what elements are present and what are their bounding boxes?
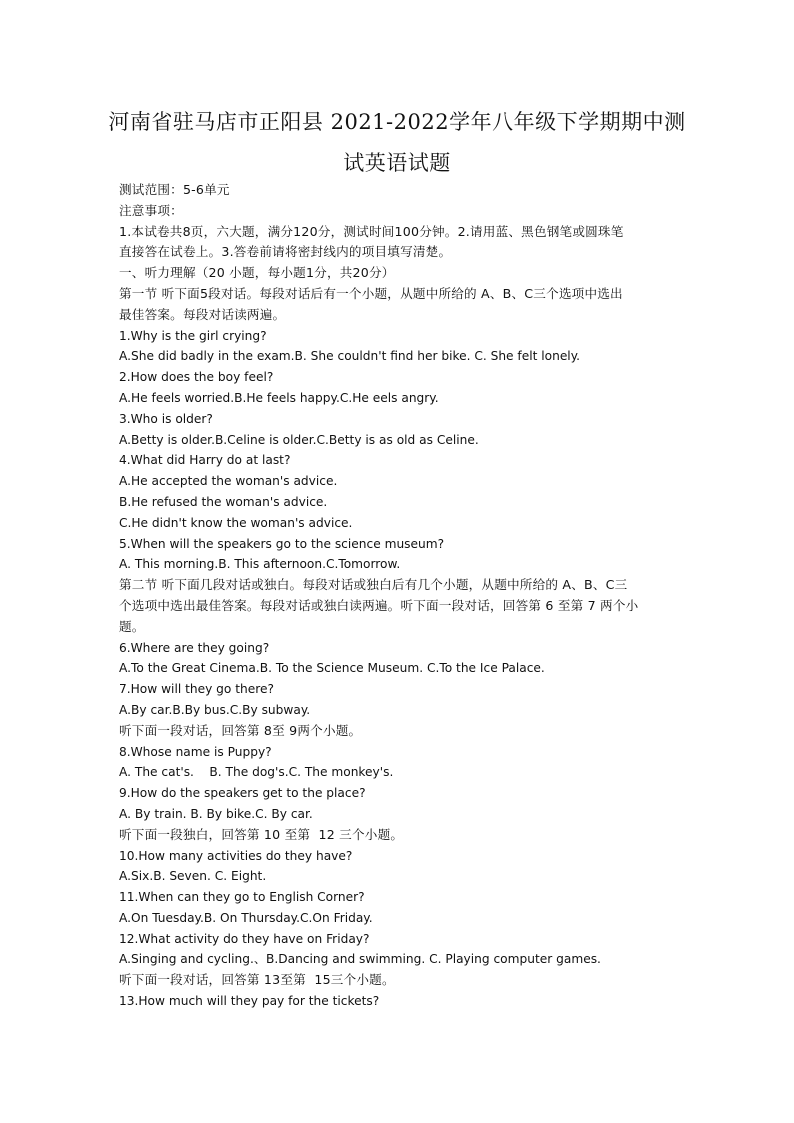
instruction-line: 个选项中选出最佳答案。每段对话或独白读两遍。听下面一段对话，回答第 6 至第 7 两个小: [119, 597, 639, 613]
instruction-line: 听下面一段对话，回答第 8至 9两个小题。: [119, 722, 362, 738]
instruction-line: 题。: [119, 618, 145, 634]
answer-options: A.He feels worried.B.He feels happy.C.He eels angry.: [119, 390, 439, 405]
question: 7.How will they go there?: [119, 682, 274, 697]
answer-options: A.Betty is older.B.Celine is older.C.Betty is as old as Celine.: [119, 432, 479, 447]
exam-title-line-2: 试英语试题: [343, 151, 451, 175]
answer-options: A.By car.B.By bus.C.By subway.: [119, 702, 311, 717]
answer-options: A.Singing and cycling.、B.Dancing and swimming. C. Playing computer games.: [119, 952, 601, 967]
test-scope: 测试范围：5-6单元: [119, 182, 230, 197]
question: 8.Whose name is Puppy?: [119, 744, 272, 759]
question: 11.When can they go to English Corner?: [119, 890, 365, 905]
exam-body: [119, 180, 679, 1012]
answer-options: A. By train. B. By bike.C. By car.: [119, 806, 313, 821]
answer-options: A.Six.B. Seven. C. Eight.: [119, 869, 267, 884]
question: 6.Where are they going?: [119, 640, 270, 655]
exam-title-line-1: 河南省驻马店市正阳县 2021-2022学年八年级下学期期中测: [108, 110, 686, 134]
question: 13.How much will they pay for the tickets?: [119, 994, 380, 1009]
instruction-line: 第一节 听下面5段对话。每段对话后有一个小题，从题中所给的 A、B、C三个选项中选出: [119, 285, 623, 301]
answer-option: B.He refused the woman's advice.: [119, 494, 328, 509]
instruction-line: 第二节 听下面几段对话或独白。每段对话或独白后有几个小题，从题中所给的 A、B、C三: [119, 577, 628, 593]
answer-options: A.To the Great Cinema.B. To the Science Museum. C.To the Ice Palace.: [119, 661, 545, 676]
instruction-line: 听下面一段对话，回答第 13至第 15三个小题。: [119, 972, 395, 988]
notes-line: 直接答在试卷上。3.答卷前请将密封线内的项目填写清楚。: [119, 244, 452, 260]
answer-options: A.On Tuesday.B. On Thursday.C.On Friday.: [119, 910, 373, 925]
question: 9.How do the speakers get to the place?: [119, 786, 366, 801]
answer-options: A.She did badly in the exam.B. She couldn't find her bike. C. She felt lonely.: [119, 349, 581, 364]
answer-options: A. The cat's. B. The dog's.C. The monkey's.: [119, 765, 394, 780]
instruction-line: 听下面一段独白，回答第 10 至第 12 三个小题。: [119, 826, 404, 842]
section-heading: 一、听力理解（20 小题，每小题1分，共20分）: [119, 265, 395, 281]
question: 5.When will the speakers go to the science museum?: [119, 536, 445, 551]
notes-line: 1.本试卷共8页，六大题，满分120分，测试时间100分钟。2.请用蓝、黑色钢笔或圆珠笔: [119, 223, 624, 239]
answer-option: A.He accepted the woman's advice.: [119, 474, 338, 489]
question: 10.How many activities do they have?: [119, 848, 353, 863]
question: 2.How does the boy feel?: [119, 370, 274, 385]
question: 4.What did Harry do at last?: [119, 453, 291, 468]
question: 3.Who is older?: [119, 411, 213, 426]
notes-heading: 注意事项：: [119, 202, 183, 218]
answer-option: C.He didn't know the woman's advice.: [119, 515, 353, 530]
instruction-line: 最佳答案。每段对话读两遍。: [119, 306, 286, 322]
question: 12.What activity do they have on Friday?: [119, 931, 370, 946]
question: 1.Why is the girl crying?: [119, 328, 267, 343]
answer-options: A. This morning.B. This afternoon.C.Tomorrow.: [119, 557, 401, 572]
